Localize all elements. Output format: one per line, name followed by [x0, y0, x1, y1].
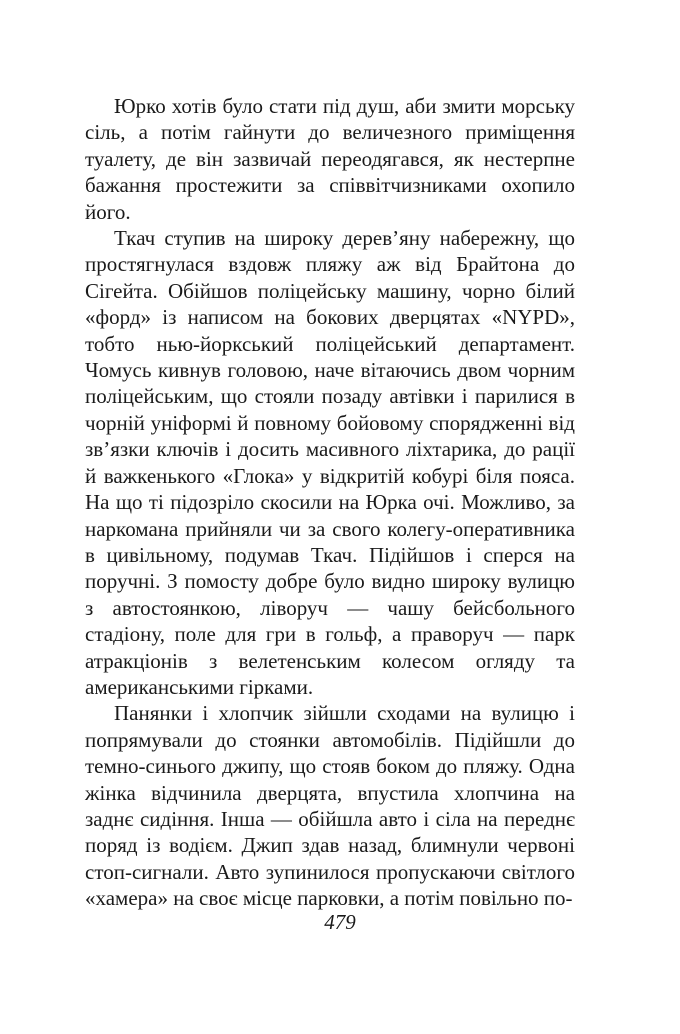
body-text: [85, 93, 575, 912]
paragraph-3: Панянки і хлопчик зійшли сходами на вулицю і попрямували до стоянки автомобілів. Підійшли до темно-синього джипу, що стояв боком до пляжу. Одна жінка відчинила дверцята, впустила хлопчина на заднє сидіння. Інша — обійшла авто і сіла на переднє поряд із водієм. Джип здав назад, блимнули червоні стоп-сигнали. Авто зупинилося пропускаючи світлого «хамера» на своє місце парковки, а потім повільно по-: [85, 701, 575, 911]
paragraph-2: Ткач ступив на широку дерев’яну набережну, що простягнулася вздовж пляжу аж від Брайтона до Сігейта. Обійшов поліцейську машину, чорно білий «форд» із написом на бокових дверцятах «NYPD», тобто нью-йоркський поліцейський департамент. Чомусь кивнув головою, наче вітаючись двом чорним поліцейським, що стояли позаду автівки і парилися в чорній уніформі й повному бойовому спорядженні від зв’язки ключів і досить масивного ліхтарика, до рації й важкенького «Глока» у відкритій кобурі біля пояса. На що ті підозріло скосили на Юрка очі. Можливо, за наркомана прийняли чи за свого колегу-оперативника в цивільному, подумав Ткач. Підійшов і сперся на поручні. З помосту добре було видно широку вулицю з автостоянкою, ліворуч — чашу бейсбольного стадіону, поле для гри в гольф, а праворуч — парк атракціонів з велетенським колесом огляду та американськими гірками.: [85, 226, 575, 699]
page-number: 479: [324, 910, 356, 934]
paragraph-1: Юрко хотів було стати під душ, аби змити морську сіль, а потім гайнути до величезного приміщення туалету, де він зазвичай переодягався, як нестерпне бажання простежити за співвітчизниками охопило його.: [85, 94, 575, 224]
